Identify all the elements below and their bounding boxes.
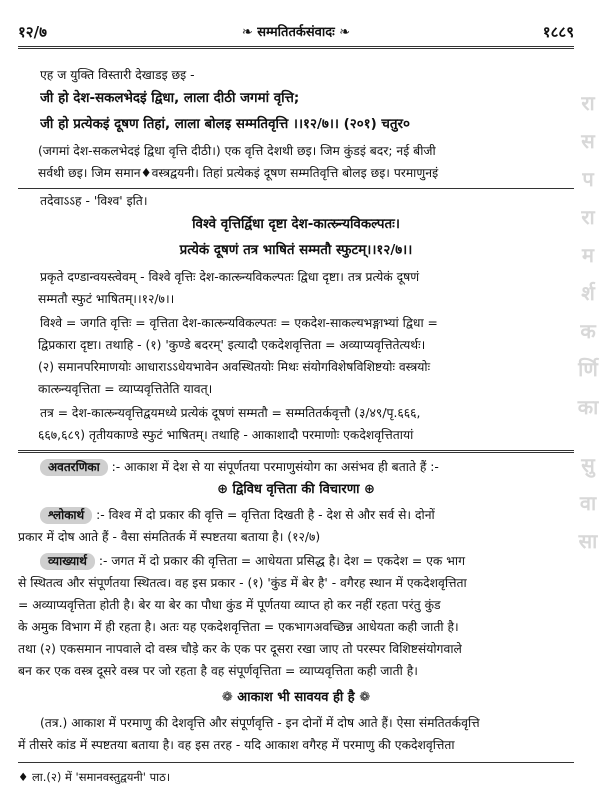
side-char: र्श xyxy=(581,281,595,305)
chapter-verse-number: १२/७ xyxy=(18,23,47,41)
sanskrit-commentary-line: (२) समानपरिमाणयोः आधाराऽऽधेयभावेन अवस्थितयोः मिथः संयोगविशेषविशिष्टयोः वस्त्रयोः xyxy=(38,360,431,374)
sanskrit-sloka-line-2: प्रत्येकं दूषणं तत्र भाषितं सम्मतौ स्फुटम्।।१२/७।। xyxy=(179,243,413,258)
section-rule xyxy=(18,450,574,453)
gujarati-intro: एह ज युक्ति विस्तारी देखाडइ छइ - xyxy=(40,68,195,82)
avataranika-line xyxy=(40,456,574,478)
slokartha-line-2: प्रकार में दोष आते हैं - वैसा संमतितर्क में स्पष्टतया बताया है। (१२/७) xyxy=(18,530,321,544)
side-char: सा xyxy=(578,529,598,553)
side-char: का xyxy=(577,395,599,419)
side-char: रा xyxy=(581,205,595,229)
slokartha-line-1 xyxy=(40,504,574,526)
gujarati-gloss-line-1: (जगमां देश-सकलभेदइं द्विधा वृत्ति दीठी।) एक वृत्ति देशथी छइ। जिम कुंडइं बदर; नई बीजी xyxy=(38,144,436,158)
tatra-line-2: में तीसरे कांड में स्पष्टतया बताया है। वह इस तरह - यदि आकाश वगैरह में परमाणु की एकदेशवृत्तिता xyxy=(18,738,455,752)
vyakhyartha-label: व्याख्यार्थ xyxy=(40,553,95,570)
avataranika-label: अवतरणिका xyxy=(40,459,108,476)
side-char: रा xyxy=(581,91,595,115)
avataranika-text: :- आकाश में देश से या संपूर्णतया परमाणुसंयोग का असंभव ही बताते हैं :- xyxy=(111,460,439,474)
sanskrit-commentary-line: सम्मतौ स्फुटं भाषितम्।।१२/७।। xyxy=(38,292,175,306)
section-heading: ⊕ द्विविध वृत्तिता की विचारणा ⊕ xyxy=(217,482,375,497)
page-header xyxy=(18,22,574,44)
sanskrit-commentary-line: द्विप्रकारा दृष्टा। तथाहि - (१) 'कुण्डे बदरम्' इत्यादौ एकदेशवृत्तिता = अव्याप्यवृत्तितेत्यर्थः। xyxy=(38,338,426,352)
side-char: म xyxy=(582,243,594,267)
vyakhyartha-line: के अमुक विभाग में ही रहता है। अतः यह एकदेशवृत्तिता = एकभागअवच्छिन्न आधेयता कही जाती है। xyxy=(18,620,459,634)
vyakhyartha-line: = अव्याप्यवृत्तिता होती है। बेर या बेर का पौधा कुंड में पूर्णतया व्याप्त हो कर नहीं रहता परंतु कुंड xyxy=(18,598,441,612)
vyakhyartha-line: बन कर एक वस्त्र दूसरे वस्त्र पर जो रहता है वह संपूर्णवृत्तिता = व्याप्यवृत्तिता कही जाती है। xyxy=(18,664,418,678)
section-rule xyxy=(18,188,574,189)
vyakhyartha-line: से स्थितत्व और संपूर्णतया स्थितत्व। वह इस प्रकार - (१) 'कुंड में बेर है' - वगैरह स्थान में एकदेशवृत्तिता xyxy=(18,576,467,590)
side-char xyxy=(576,426,600,446)
side-char: क xyxy=(580,319,596,343)
footnote: ♦ ला.(२) में 'समानवस्तुद्वयनी' पाठ। xyxy=(18,770,171,784)
side-watermark xyxy=(576,84,600,560)
page-number: १८८९ xyxy=(542,23,574,41)
side-char: सु xyxy=(581,453,595,477)
vyakhyartha-line: तथा (२) एकसमान नापवाले दो वस्त्र चौड़े कर के एक पर दूसरा रखा जाए तो परस्पर विशिष्टसंयोगवाले xyxy=(18,642,462,656)
tatra-line-1: (तत्र.) आकाश में परमाणु की देशवृत्ति और संपूर्णवृत्ति - इन दोनों में दोष आते हैं। ऐसा संमतितर्कवृत्ति xyxy=(40,716,480,730)
sanskrit-commentary-line: प्रकृते दण्डान्वयस्त्वेवम् - विश्वे वृत्तिः देश-कात्स्र्न्यविकल्पतः द्विधा दृष्टा। तत्र प्रत्येकं दूषणं xyxy=(40,270,420,284)
sanskrit-tadeva: तदेवाऽऽह - 'विश्व' इति। xyxy=(40,194,148,208)
side-char: प xyxy=(582,167,594,191)
sanskrit-commentary-line: तत्र = देश-कात्स्र्न्यवृत्तिद्वयमध्ये प्रत्येकं दूषणं सम्मतौ = सम्मतितर्कवृत्तौ (३/४९/पृ.६६६, xyxy=(40,406,421,420)
vyakhyartha-text: :- जगत में दो प्रकार की वृत्तिता = आधेयता प्रसिद्ध है। देश = एकदेश = एक भाग xyxy=(98,554,466,568)
gujarati-verse-line-2: जी हो प्रत्येकइं दूषण तिहां, लाला बोलइ सम्मतिवृत्ति ।।१२/७।। (२०१) चतुर० xyxy=(40,117,411,132)
side-char: वा xyxy=(579,491,597,515)
footnote-rule xyxy=(18,762,574,763)
side-char: स xyxy=(581,129,595,153)
header-rule xyxy=(18,46,574,49)
sanskrit-commentary-line: ६६७,६८९) तृतीयकाण्डे स्फुटं भाषितम्। तथाहि - आकाशादौ परमाणोः एकदेशवृत्तितायां xyxy=(38,428,414,442)
sanskrit-commentary-line: विश्वे = जगति वृत्तिः = वृत्तिता देश-कात्स्र्न्यविकल्पतः = एकदेश-साकल्यभङ्गाभ्यां द्विधा = xyxy=(40,316,438,330)
gujarati-verse-line-1: जी हो देश-सकलभेदइं द्विधा, लाला दीठी जगमां वृत्ति; xyxy=(40,91,300,106)
slokartha-label: श्लोकार्थ xyxy=(40,507,92,524)
gujarati-gloss-line-2: सर्वथी छइ। जिम समान♦वस्त्रद्वयनी। तिहां प्रत्येकइं दूषण सम्मतिवृत्ति बोलइ छइ। परमाणुनइं xyxy=(38,166,439,180)
running-title: ❧ सम्मतितर्कसंवादः ❧ xyxy=(241,25,351,40)
side-char: र्णि xyxy=(578,357,598,381)
sanskrit-commentary-line: कात्स्र्न्यवृत्तिता = व्याप्यवृत्तितेति यावत्। xyxy=(38,382,213,396)
slokartha-text: :- विश्व में दो प्रकार की वृत्ति = वृत्तिता दिखती है - देश से और सर्व से। दोनों xyxy=(96,508,435,522)
section-heading: ❁ आकाश भी सावयव ही है ❁ xyxy=(221,690,371,705)
vyakhyartha-line-1 xyxy=(40,550,574,572)
sanskrit-sloka-line-1: विश्वे वृत्तिर्द्विधा दृष्टा देश-कात्स्र्न्यविकल्पतः। xyxy=(192,217,400,232)
